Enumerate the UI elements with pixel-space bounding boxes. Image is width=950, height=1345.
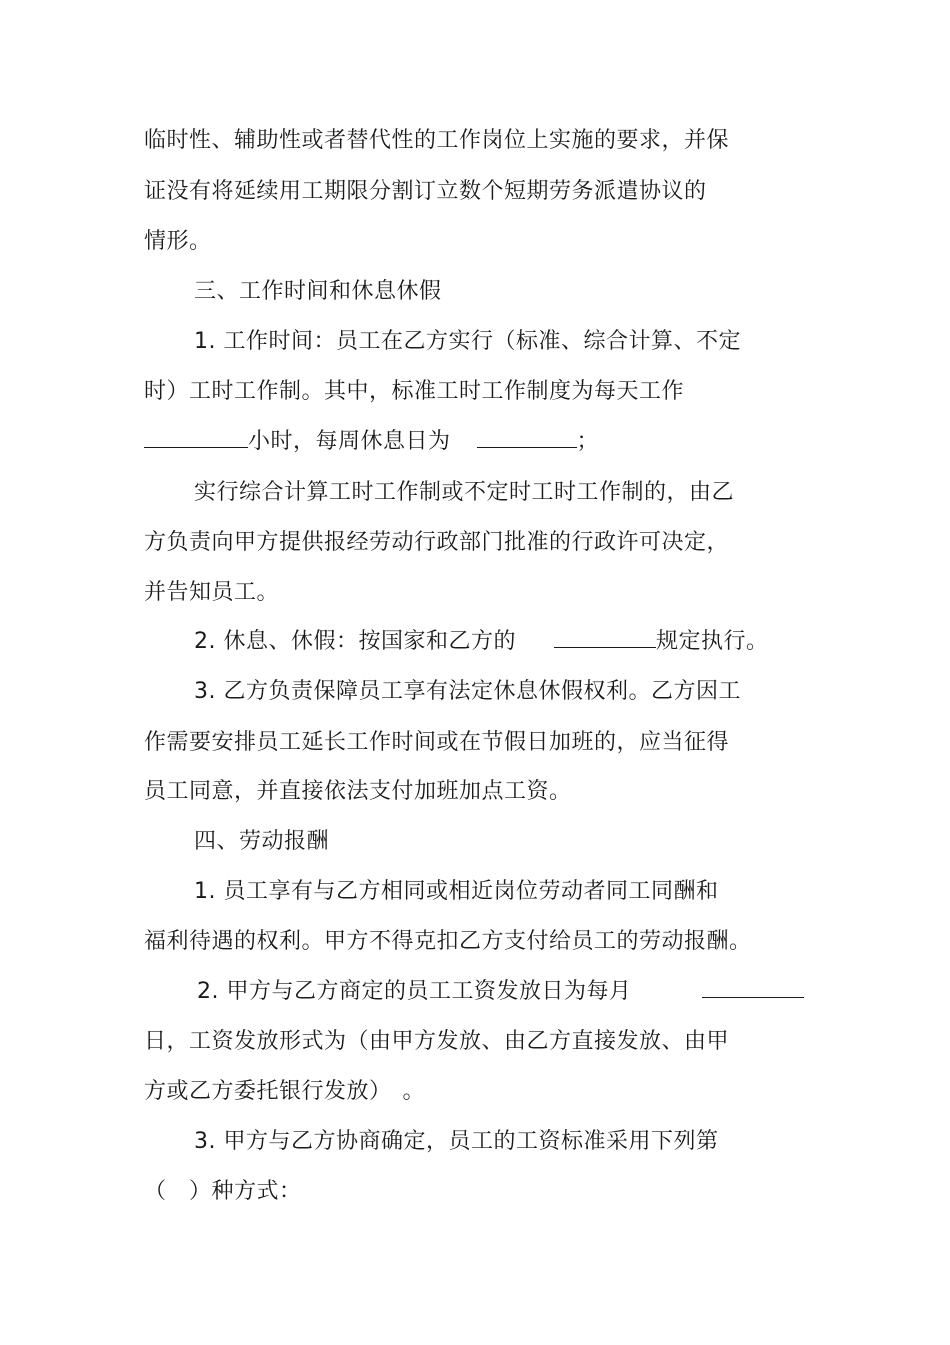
paragraph-line: 员工同意，并直接依法支付加班加点工资。 <box>144 779 572 804</box>
paragraph-line: 1. 员工享有与乙方相同或相近岗位劳动者同工同酬和 <box>194 879 719 904</box>
fill-in-blank[interactable] <box>477 427 577 448</box>
paragraph-line: 作需要安排员工延长工作时间或在节假日加班的，应当征得 <box>144 730 730 755</box>
line-text: 方或乙方委托银行发放） <box>144 1079 381 1104</box>
section-heading: 三、工作时间和休息休假 <box>194 279 442 304</box>
paragraph-line: 1. 工作时间：员工在乙方实行（标准、综合计算、不定 <box>194 329 741 354</box>
line-text: ； <box>576 429 600 454</box>
paragraph-line: 日，工资发放形式为（由甲方发放、由乙方直接发放、由甲 <box>144 1029 730 1054</box>
paragraph-line: 时）工时工作制。其中，标准工时工作制度为每天工作 <box>144 379 685 404</box>
paragraph-line <box>197 977 804 1007</box>
paragraph-line: 实行综合计算工时工作制或不定时工时工作制的，由乙 <box>194 480 735 505</box>
line-text: 。 <box>402 1079 426 1104</box>
paragraph-line: 临时性、辅助性或者替代性的工作岗位上实施的要求，并保 <box>144 128 730 153</box>
paragraph-line: 并告知员工。 <box>144 580 280 605</box>
fill-in-blank[interactable] <box>144 427 248 448</box>
line-text: 2. 甲方与乙方商定的员工工资发放日为每月 <box>197 979 632 1004</box>
section-heading: 四、劳动报酬 <box>194 829 330 854</box>
paragraph-line <box>144 427 599 457</box>
paragraph-line: 3. 乙方负责保障员工享有法定休息休假权利。乙方因工 <box>194 679 741 704</box>
line-text: 小时，每周休息日为 <box>248 429 451 454</box>
paragraph-line: 3. 甲方与乙方协商确定，员工的工资标准采用下列第 <box>194 1129 719 1154</box>
paragraph-line: 证没有将延续用工期限分割订立数个短期劳务派遣协议的 <box>144 179 707 204</box>
paragraph-line <box>194 627 769 657</box>
paragraph-line: （ ）种方式： <box>144 1179 302 1204</box>
fill-in-blank[interactable] <box>554 627 656 648</box>
line-text: 2. 休息、休假：按国家和乙方的 <box>194 629 516 654</box>
fill-in-blank[interactable] <box>702 977 804 998</box>
paragraph-line: 福利待遇的权利。甲方不得克扣乙方支付给员工的劳动报酬。 <box>144 929 752 954</box>
paragraph-line: 方负责向甲方提供报经劳动行政部门批准的行政许可决定， <box>144 530 730 555</box>
line-text: 规定执行。 <box>655 629 769 654</box>
paragraph-line: 情形。 <box>144 229 212 254</box>
paragraph-line <box>144 1077 425 1107</box>
